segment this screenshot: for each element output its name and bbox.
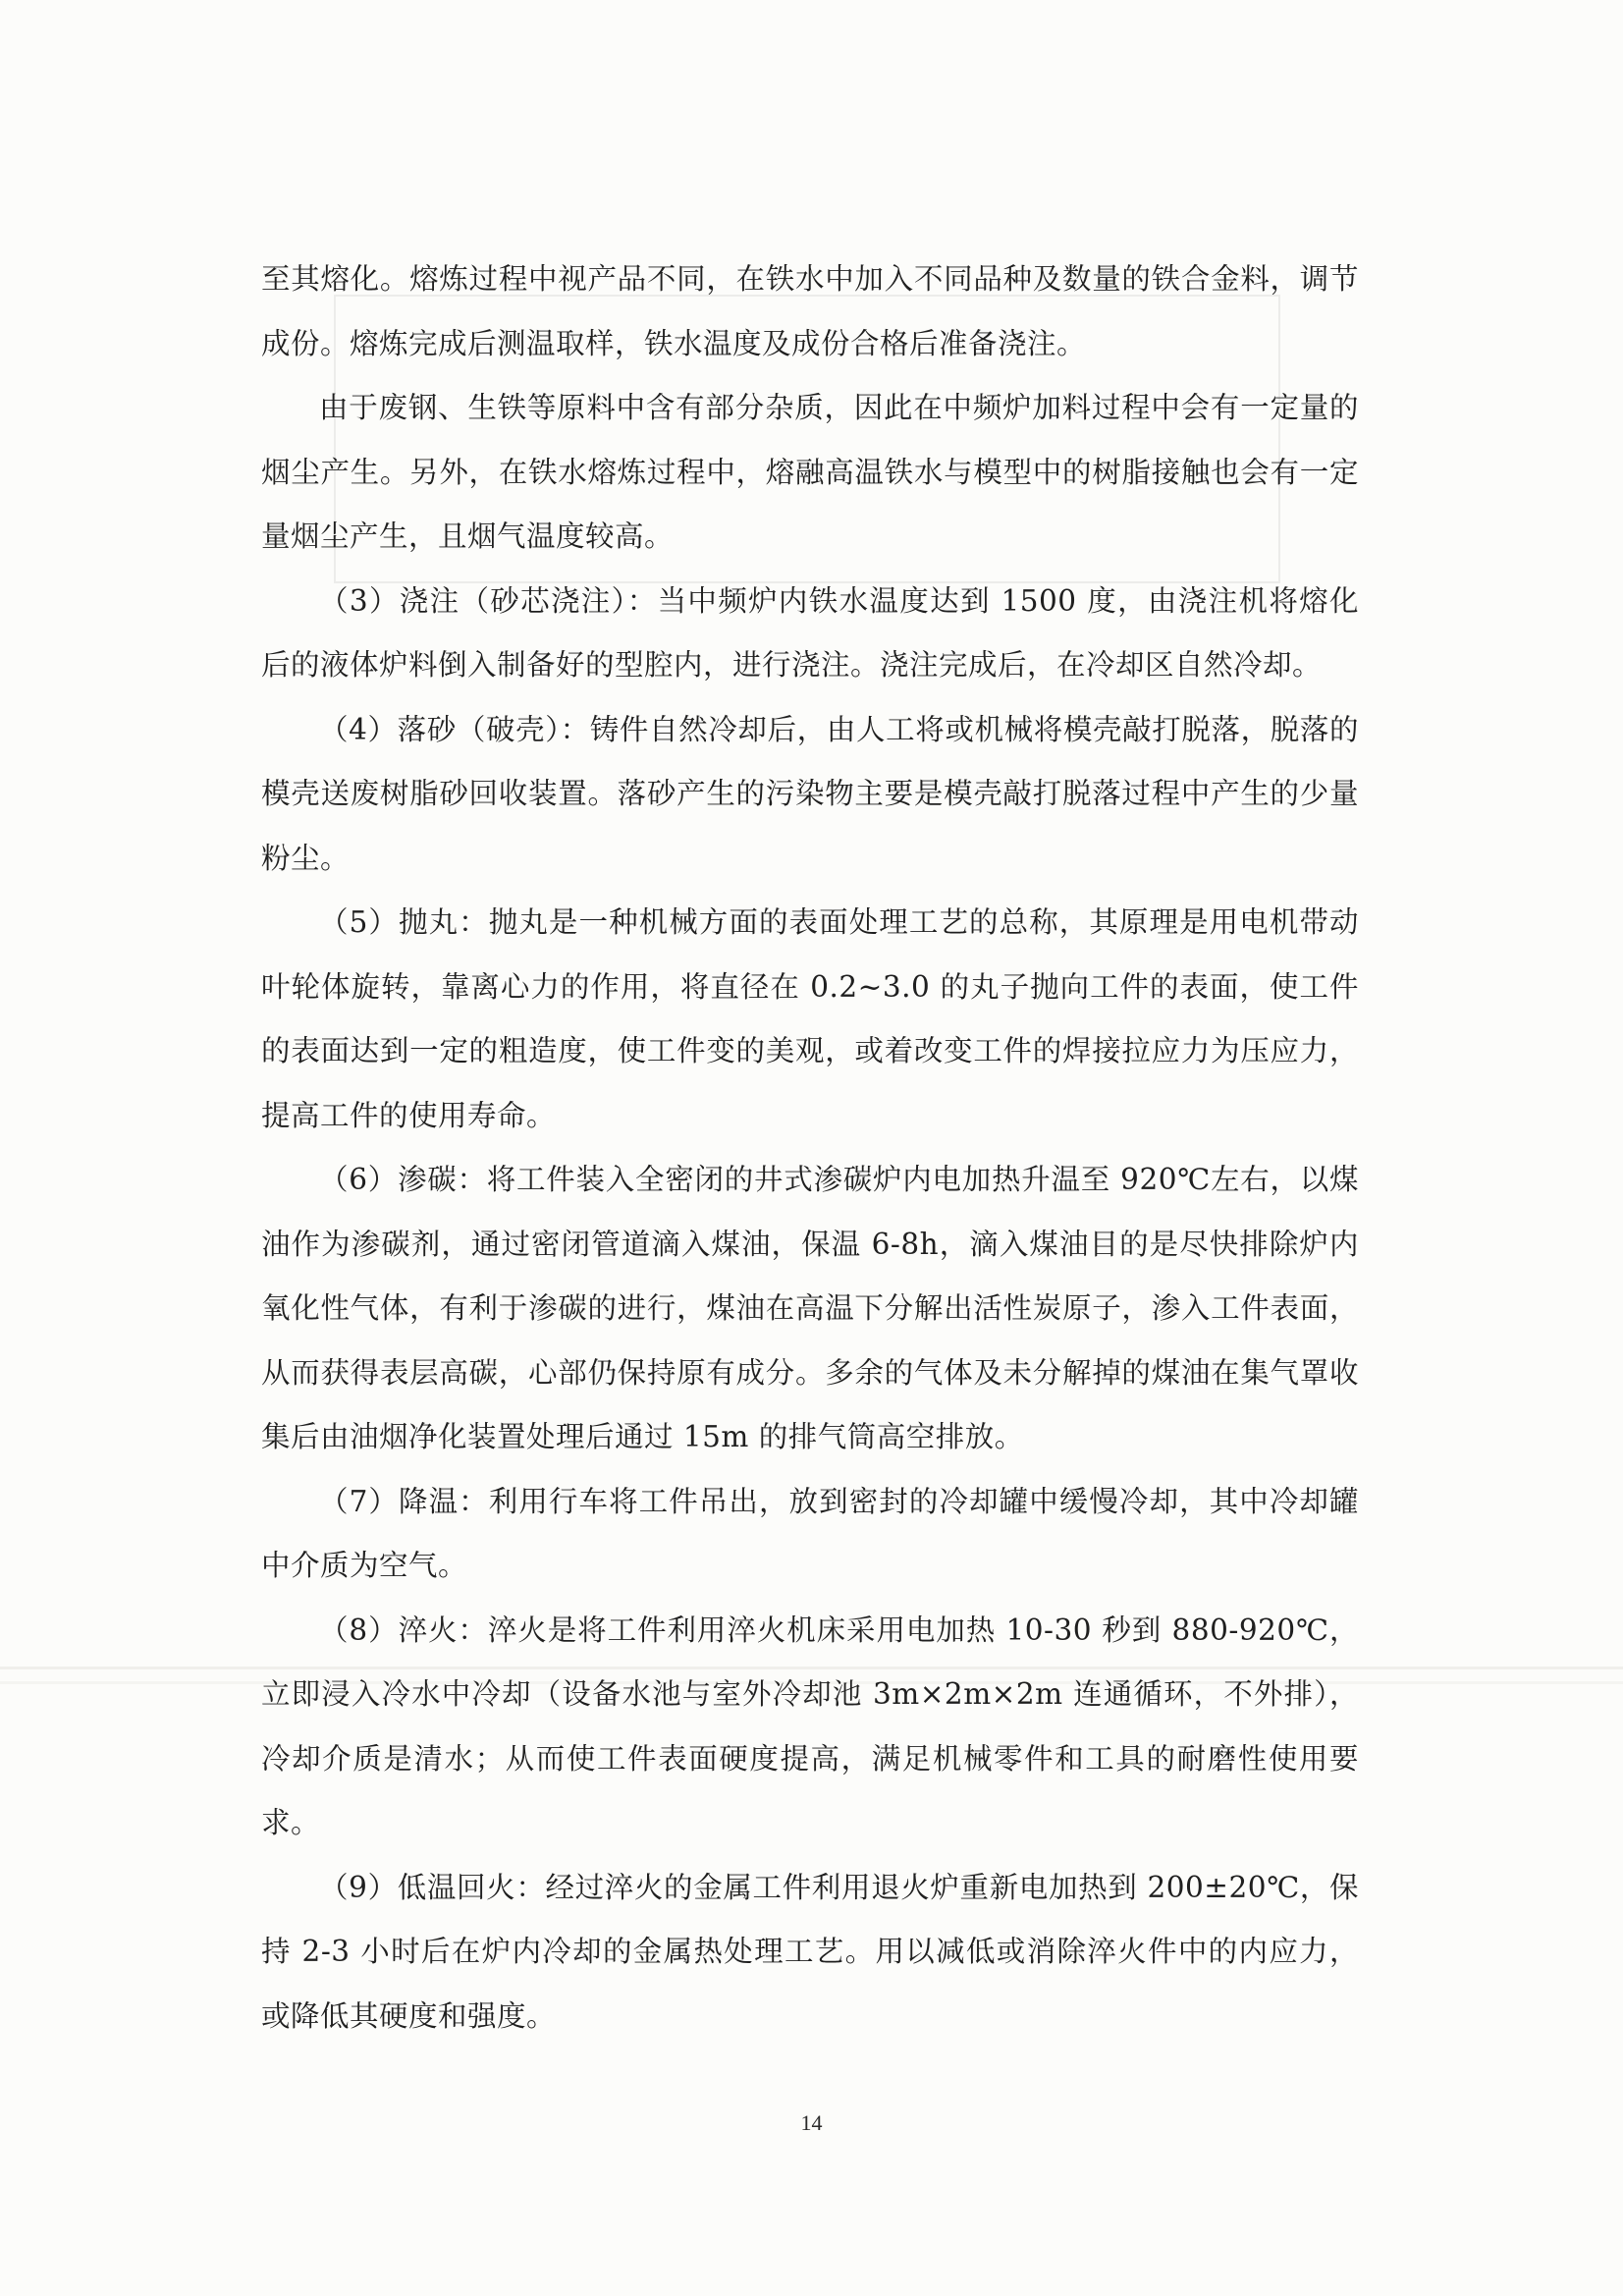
paragraph-pouring: （3）浇注（砂芯浇注）：当中频炉内铁水温度达到 1500 度，由浇注机将熔化后的液体炉料倒入制备好的型腔内，进行浇注。浇注完成后，在冷却区自然冷却。 xyxy=(261,583,1359,682)
paragraph-smelting-end: 至其熔化。熔炼过程中视产品不同，在铁水中加入不同品种及数量的铁合金料，调节成份。熔炼完成后测温取样，铁水温度及成份合格后准备浇注。 xyxy=(261,262,1359,360)
paragraph-shot-blasting: （5）抛丸：抛丸是一种机械方面的表面处理工艺的总称，其原理是用电机带动叶轮体旋转，靠离心力的作用，将直径在 0.2~3.0 的丸子抛向工件的表面，使工件的表面达到一定的粗造度，使工件变的美观，或着改变工件的焊接拉应力为压应力，提高工件的使用寿命。 xyxy=(261,905,1359,1132)
paragraph-tempering: （9）低温回火：经过淬火的金属工件利用退火炉重新电加热到 200±20℃，保持 2-3 小时后在炉内冷却的金属热处理工艺。用以减低或消除淬火件中的内应力，或降低其硬度和强度。 xyxy=(261,1870,1359,2033)
paragraph-shakeout: （4）落砂（破壳）：铸件自然冷却后，由人工将或机械将模壳敲打脱落，脱落的模壳送废树脂砂回收装置。落砂产生的污染物主要是模壳敲打脱落过程中产生的少量粉尘。 xyxy=(261,712,1359,875)
paragraph-quenching: （8）淬火：淬火是将工件利用淬火机床采用电加热 10-30 秒到 880-920℃，立即浸入冷水中冷却（设备水池与室外冷却池 3m×2m×2m 连通循环，不外排），冷却介质是清水；从而使工件表面硬度提高，满足机械零件和工具的耐磨性使用要求。 xyxy=(261,1613,1359,1839)
body-text xyxy=(261,247,1359,2049)
paragraph-carburizing: （6）渗碳：将工件装入全密闭的井式渗碳炉内电加热升温至 920℃左右，以煤油作为渗碳剂，通过密闭管道滴入煤油，保温 6-8h，滴入煤油目的是尽快排除炉内氧化性气体，有利于渗碳的进行，煤油在高温下分解出活性炭原子，渗入工件表面，从而获得表层高碳，心部仍保持原有成分。多余的气体及未分解掉的煤油在集气罩收集后由油烟净化装置处理后通过 15m 的排气筒高空排放。 xyxy=(261,1163,1359,1453)
page-number: 14 xyxy=(800,2110,823,2135)
paragraph-smoke-dust: 由于废钢、生铁等原料中含有部分杂质，因此在中频炉加料过程中会有一定量的烟尘产生。另外，在铁水熔炼过程中，熔融高温铁水与模型中的树脂接触也会有一定量烟尘产生，且烟气温度较高。 xyxy=(261,391,1359,553)
paragraph-cooling: （7）降温：利用行车将工件吊出，放到密封的冷却罐中缓慢冷却，其中冷却罐中介质为空气。 xyxy=(261,1484,1359,1582)
